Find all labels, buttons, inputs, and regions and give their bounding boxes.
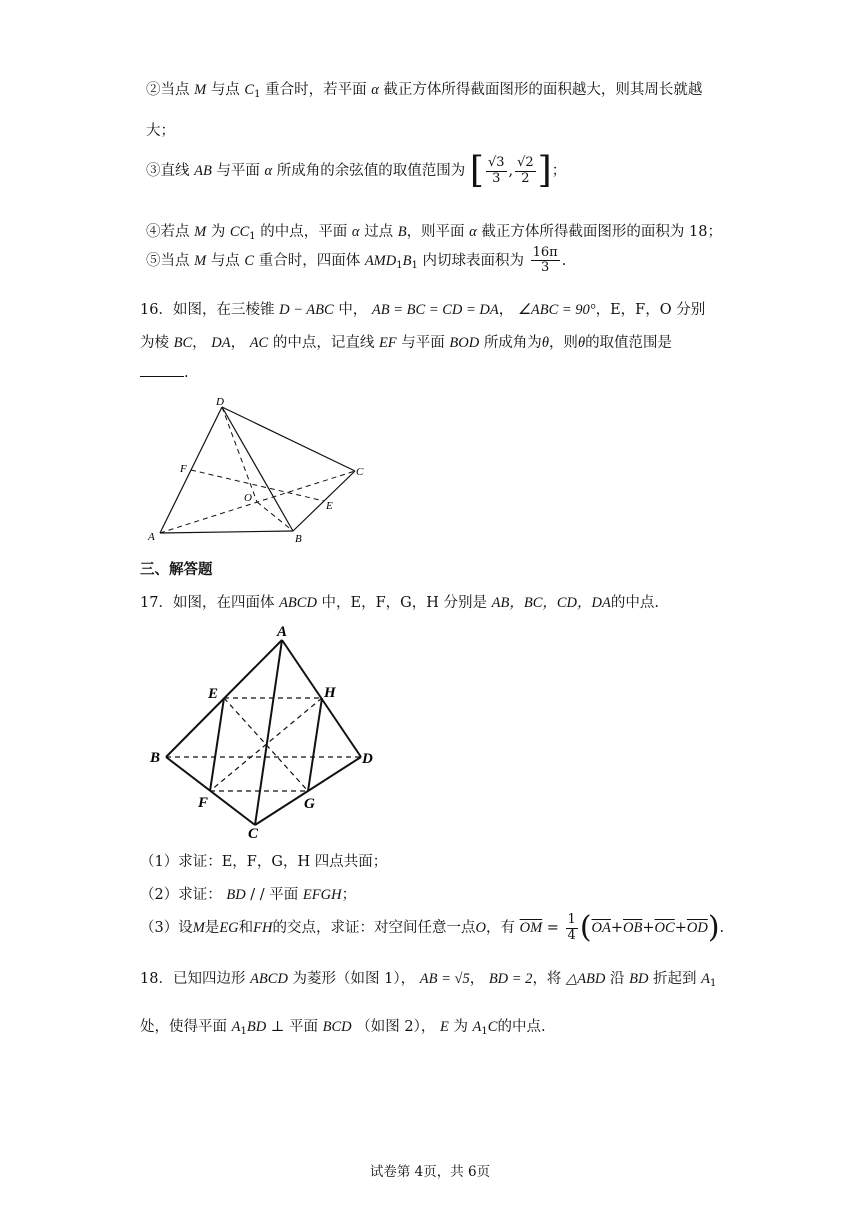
label-D: D bbox=[216, 396, 224, 408]
text: 与点 bbox=[210, 82, 240, 98]
fraction-16pi-3: $\frac{16\pi}{3}$ bbox=[532, 245, 558, 276]
text: 重合时，若平面 bbox=[265, 82, 367, 98]
text: ⑤当点 bbox=[146, 252, 190, 269]
math-alpha: α bbox=[371, 82, 379, 98]
right-bracket: ] bbox=[537, 150, 552, 191]
text: 与平面 bbox=[216, 163, 260, 179]
subscript: 1 bbox=[254, 89, 261, 100]
q16-answer-blank: . bbox=[140, 364, 189, 381]
q17-part1: （1）求证：E，F，G，H 四点共面； bbox=[140, 854, 388, 870]
math-M: M bbox=[194, 82, 207, 98]
math-M: M bbox=[194, 224, 207, 240]
figure-q17-tetrahedron bbox=[142, 620, 382, 840]
figure-q16-tetrahedron bbox=[140, 395, 380, 545]
answer-blank bbox=[140, 364, 184, 377]
text: . bbox=[561, 252, 567, 269]
math-CC1: CC bbox=[229, 224, 250, 240]
label-E: E bbox=[208, 686, 219, 702]
item-5: ⑤当点 M 与点 C 重合时，四面体 $AMD_1B_1$ 内切球表面积为 $\frac{16\pi}{3}$ . bbox=[146, 245, 567, 276]
section-heading: 三、解答题 bbox=[140, 562, 213, 578]
text: 内切球表面积为 bbox=[422, 252, 524, 269]
math-alpha: α bbox=[264, 163, 273, 179]
label-C: C bbox=[248, 826, 259, 840]
text: 重合时，四面体 bbox=[258, 252, 361, 269]
label-C: C bbox=[356, 466, 364, 478]
math-AMD1B1: AMD bbox=[364, 252, 397, 269]
dashed-OB bbox=[257, 502, 293, 531]
q18-line2: 处，使得平面 $A_1BD$ ⊥ 平面 BCD （如图 2）， E 为 $A_1C$的中点. bbox=[140, 1019, 546, 1037]
subscript: 1 bbox=[249, 231, 256, 242]
math: D − ABC bbox=[279, 302, 334, 318]
math-C: C bbox=[244, 252, 255, 269]
dashed-FE bbox=[191, 470, 324, 501]
edge-AC bbox=[255, 640, 282, 825]
math-alpha: α bbox=[469, 224, 477, 240]
label-F: F bbox=[180, 463, 187, 475]
text: 所成角的余弦值的取值范围为 bbox=[276, 163, 466, 179]
left-bracket: [ bbox=[469, 150, 484, 191]
math-C1: C bbox=[244, 82, 255, 98]
fraction-sqrt2-2: $\frac{√2}{2}$ bbox=[517, 155, 534, 186]
edge-EF bbox=[210, 698, 224, 791]
label-O: O bbox=[244, 492, 252, 504]
text: 的中点，平面 bbox=[260, 224, 348, 240]
fraction-sqrt3-3: $\frac{√3}{3}$ bbox=[487, 155, 505, 186]
math: AB = BC = CD = DA bbox=[371, 302, 499, 318]
edge-AB bbox=[160, 531, 293, 533]
edge-HG bbox=[308, 698, 322, 791]
fraction-1-4: $\frac{1}{4}$ bbox=[567, 912, 576, 943]
text: ③直线 bbox=[146, 163, 190, 179]
text: 为 bbox=[210, 224, 226, 240]
item-3: ③直线 AB 与平面 α 所成角的余弦值的取值范围为 [ $\frac{√3}{3}$ , $\frac{√2}{2}$ ]； bbox=[146, 150, 567, 191]
text: ④若点 bbox=[146, 224, 190, 240]
label-A: A bbox=[148, 531, 155, 543]
q17-stem: 17．如图，在四面体 ABCD 中，E，F，G，H 分别是 AB，BC，CD，DA的中点. bbox=[140, 595, 659, 611]
dashed-HF bbox=[210, 698, 322, 791]
label-B: B bbox=[295, 533, 302, 545]
item-4 bbox=[146, 220, 722, 242]
label-E: E bbox=[326, 500, 333, 512]
text: 16．如图，在三棱锥 bbox=[140, 302, 275, 318]
label-B: B bbox=[150, 750, 161, 766]
q18-line1: 18．已知四边形 ABCD 为菱形（如图 1）， AB = √5， BD = 2，将 △ABD 沿 BD 折起到 $A_1$ bbox=[140, 971, 717, 989]
item-2-line2 bbox=[146, 119, 175, 140]
label-F: F bbox=[198, 795, 209, 811]
page-footer: 试卷第 4页，共 6页 bbox=[369, 1164, 491, 1180]
label-G: G bbox=[304, 796, 315, 812]
item-2-line1 bbox=[146, 78, 702, 100]
text: 与点 bbox=[210, 252, 240, 269]
q16-line1: 16．如图，在三棱锥 D − ABC 中， AB = BC = CD = DA， ∠ABC = 90°，E，F，O 分别 bbox=[140, 302, 706, 318]
math: ∠ABC = 90° bbox=[517, 302, 596, 318]
text: 中， bbox=[338, 302, 368, 318]
math-alpha: α bbox=[351, 224, 360, 240]
math-B: B bbox=[397, 224, 407, 240]
q17-part2: （2）求证： BD / / 平面 EFGH； bbox=[140, 887, 357, 903]
text: ②当点 bbox=[146, 82, 190, 98]
text: 过点 bbox=[364, 224, 394, 240]
text: 截正方体所得截面图形的面积越大，则其周长就越 bbox=[383, 82, 703, 98]
math-AB: AB bbox=[194, 163, 212, 179]
math-M: M bbox=[194, 252, 207, 269]
q16-line2: 为棱 BC， DA， AC 的中点，记直线 EF 与平面 BOD 所成角为θ，则θ的取值范围是 bbox=[140, 335, 673, 351]
q17-part3: （3）设M是EG和FH的交点，求证：对空间任意一点O，有 $\overline{OM}$ = $\frac{1}{4}$ $(\overline{OA}+\overline{OB}+\overline{OC}+\overline{OD})$. bbox=[140, 910, 725, 945]
label-D: D bbox=[362, 751, 373, 767]
text: 截正方体所得截面图形的面积为 18； bbox=[481, 224, 722, 240]
text: 大； bbox=[146, 123, 175, 139]
label-A: A bbox=[277, 624, 288, 640]
text: 为棱 bbox=[140, 335, 169, 351]
text: ； bbox=[551, 163, 567, 179]
label-H: H bbox=[324, 685, 336, 701]
text: ，则平面 bbox=[406, 224, 465, 240]
edge-DB bbox=[222, 407, 293, 531]
